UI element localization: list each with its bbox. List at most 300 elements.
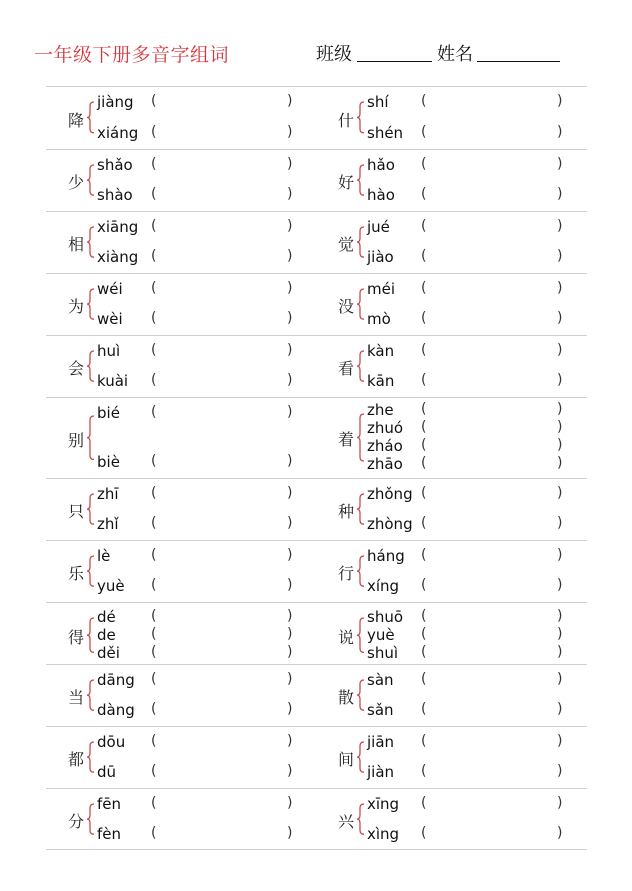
reading-entry [367, 219, 567, 235]
pinyin-label: hǎo [367, 156, 395, 174]
pinyin-label: lè [97, 547, 111, 565]
brace-icon [86, 164, 96, 196]
left-group [46, 274, 317, 335]
name-blank[interactable] [477, 61, 560, 62]
left-group [46, 87, 317, 149]
open-bracket: ( [421, 342, 427, 358]
close-bracket: ) [557, 124, 563, 140]
left-group [46, 336, 317, 397]
left-group [46, 789, 317, 849]
reading-entry [97, 609, 297, 625]
reading-entry [97, 249, 297, 265]
open-bracket: ( [151, 342, 157, 358]
pinyin-label: huì [97, 342, 121, 360]
open-bracket: ( [151, 156, 157, 172]
open-bracket: ( [421, 733, 427, 749]
close-bracket: ) [287, 453, 293, 469]
close-bracket: ) [557, 419, 563, 435]
reading-entry [97, 454, 297, 470]
open-bracket: ( [151, 453, 157, 469]
table-row [46, 602, 587, 664]
open-bracket: ( [151, 186, 157, 202]
open-bracket: ( [151, 310, 157, 326]
reading-entry [97, 125, 297, 141]
word-answer-blank[interactable] [161, 627, 285, 643]
close-bracket: ) [557, 342, 563, 358]
close-bracket: ) [557, 280, 563, 296]
word-answer-blank[interactable] [161, 405, 285, 421]
word-answer-blank[interactable] [431, 516, 555, 532]
open-bracket: ( [151, 733, 157, 749]
reading-entry [97, 627, 297, 643]
close-bracket: ) [287, 93, 293, 109]
close-bracket: ) [287, 515, 293, 531]
polyphone-character: 兴 [338, 812, 355, 831]
pinyin-label: fēn [97, 795, 122, 813]
pinyin-label: dōu [97, 733, 126, 751]
word-answer-blank[interactable] [161, 796, 285, 812]
table-row [46, 273, 587, 335]
reading-entry [367, 249, 567, 265]
open-bracket: ( [151, 671, 157, 687]
close-bracket: ) [557, 515, 563, 531]
reading-entry [367, 125, 567, 141]
reading-entry [367, 402, 567, 418]
word-answer-blank[interactable] [161, 454, 285, 470]
word-answer-blank[interactable] [431, 438, 555, 454]
brace-icon [356, 555, 366, 587]
polyphone-character: 当 [68, 688, 85, 707]
reading-entry [97, 157, 297, 173]
close-bracket: ) [557, 186, 563, 202]
right-group [316, 150, 587, 211]
reading-entry [367, 486, 567, 502]
pinyin-label: xiáng [97, 124, 139, 142]
close-bracket: ) [557, 577, 563, 593]
reading-entry [367, 187, 567, 203]
reading-entry [367, 420, 567, 436]
word-answer-blank[interactable] [161, 249, 285, 265]
word-answer-blank[interactable] [431, 627, 555, 643]
pinyin-label: jué [367, 218, 390, 236]
close-bracket: ) [557, 763, 563, 779]
pinyin-label: yuè [97, 577, 125, 595]
pinyin-label: shén [367, 124, 404, 142]
word-answer-blank[interactable] [431, 826, 555, 842]
open-bracket: ( [151, 280, 157, 296]
word-answer-blank[interactable] [161, 702, 285, 718]
reading-entry [97, 405, 297, 421]
pinyin-label: wéi [97, 280, 123, 298]
table-row [46, 211, 587, 273]
open-bracket: ( [151, 372, 157, 388]
pinyin-label: děi [97, 644, 120, 662]
word-answer-blank[interactable] [161, 157, 285, 173]
pinyin-label: zhī [97, 485, 119, 503]
close-bracket: ) [557, 608, 563, 624]
close-bracket: ) [557, 310, 563, 326]
brace-icon [86, 803, 96, 835]
close-bracket: ) [287, 644, 293, 660]
word-answer-blank[interactable] [431, 125, 555, 141]
reading-entry [367, 311, 567, 327]
open-bracket: ( [421, 310, 427, 326]
table-row [46, 726, 587, 788]
right-group [316, 336, 587, 397]
open-bracket: ( [421, 419, 427, 435]
word-answer-blank[interactable] [431, 402, 555, 418]
polyphone-character: 没 [338, 297, 355, 316]
table-row [46, 149, 587, 211]
class-label: 班级 [316, 44, 352, 65]
pinyin-label: dàng [97, 701, 135, 719]
reading-entry [367, 438, 567, 454]
pinyin-label: méi [367, 280, 396, 298]
word-answer-blank[interactable] [161, 343, 285, 359]
word-answer-blank[interactable] [161, 672, 285, 688]
open-bracket: ( [421, 644, 427, 660]
reading-entry [367, 343, 567, 359]
brace-icon [86, 555, 96, 587]
word-answer-blank[interactable] [431, 645, 555, 661]
polyphone-character: 乐 [68, 564, 85, 583]
close-bracket: ) [287, 485, 293, 501]
reading-entry [367, 157, 567, 173]
word-answer-blank[interactable] [161, 373, 285, 389]
brace-icon [356, 741, 366, 773]
table-row [46, 788, 587, 850]
reading-entry [97, 486, 297, 502]
close-bracket: ) [557, 547, 563, 563]
left-group [46, 150, 317, 211]
pinyin-label: zhǒng [367, 485, 413, 503]
word-answer-blank[interactable] [161, 609, 285, 625]
word-answer-blank[interactable] [431, 281, 555, 297]
open-bracket: ( [421, 455, 427, 471]
pinyin-label: kuài [97, 372, 129, 390]
word-answer-blank[interactable] [161, 311, 285, 327]
word-answer-blank[interactable] [161, 219, 285, 235]
close-bracket: ) [287, 218, 293, 234]
word-answer-blank[interactable] [431, 420, 555, 436]
word-answer-blank[interactable] [431, 764, 555, 780]
word-answer-blank[interactable] [161, 578, 285, 594]
open-bracket: ( [421, 437, 427, 453]
reading-entry [97, 764, 297, 780]
right-group [316, 479, 587, 540]
reading-entry [367, 627, 567, 643]
polyphone-character: 说 [338, 628, 355, 647]
pinyin-label: wèi [97, 310, 123, 328]
brace-icon [356, 164, 366, 196]
brace-icon [86, 226, 96, 258]
word-answer-blank[interactable] [161, 516, 285, 532]
close-bracket: ) [287, 404, 293, 420]
reading-entry [367, 734, 567, 750]
close-bracket: ) [557, 455, 563, 471]
polyphone-character: 好 [338, 173, 355, 192]
pinyin-label: shuō [367, 608, 404, 626]
word-answer-blank[interactable] [431, 672, 555, 688]
close-bracket: ) [287, 763, 293, 779]
brace-icon [356, 226, 366, 258]
pinyin-label: kān [367, 372, 395, 390]
word-answer-blank[interactable] [161, 281, 285, 297]
word-answer-blank[interactable] [161, 486, 285, 502]
reading-entry [367, 609, 567, 625]
reading-entry [367, 578, 567, 594]
word-answer-blank[interactable] [431, 187, 555, 203]
close-bracket: ) [287, 248, 293, 264]
reading-entry [367, 826, 567, 842]
open-bracket: ( [151, 626, 157, 642]
class-blank[interactable] [357, 61, 432, 62]
reading-entry [97, 311, 297, 327]
brace-icon [356, 101, 366, 134]
word-answer-blank[interactable] [431, 702, 555, 718]
open-bracket: ( [151, 93, 157, 109]
word-answer-blank[interactable] [431, 609, 555, 625]
close-bracket: ) [287, 547, 293, 563]
word-answer-blank[interactable] [431, 373, 555, 389]
open-bracket: ( [151, 485, 157, 501]
open-bracket: ( [421, 248, 427, 264]
word-answer-blank[interactable] [431, 486, 555, 502]
open-bracket: ( [421, 372, 427, 388]
word-answer-blank[interactable] [161, 764, 285, 780]
polyphone-character: 降 [68, 110, 85, 130]
open-bracket: ( [421, 218, 427, 234]
word-answer-blank[interactable] [431, 249, 555, 265]
word-answer-blank[interactable] [161, 826, 285, 842]
polyphone-character: 种 [338, 502, 355, 521]
close-bracket: ) [557, 401, 563, 417]
close-bracket: ) [287, 577, 293, 593]
open-bracket: ( [151, 577, 157, 593]
pinyin-label: jiān [367, 733, 395, 751]
reading-entry [97, 343, 297, 359]
open-bracket: ( [151, 701, 157, 717]
reading-entry [97, 578, 297, 594]
pinyin-label: xiāng [97, 218, 139, 236]
left-group [46, 479, 317, 540]
polyphone-character: 看 [338, 359, 355, 378]
pinyin-label: fèn [97, 825, 122, 843]
pinyin-label: jiàn [367, 763, 395, 781]
brace-icon [86, 617, 96, 653]
reading-entry [367, 645, 567, 661]
reading-entry [367, 94, 567, 110]
polyphone-character: 会 [68, 359, 85, 378]
word-answer-blank[interactable] [431, 311, 555, 327]
reading-entry [97, 734, 297, 750]
word-answer-blank[interactable] [431, 796, 555, 812]
close-bracket: ) [557, 626, 563, 642]
reading-entry [97, 796, 297, 812]
polyphone-character: 为 [68, 297, 85, 316]
right-group [316, 274, 587, 335]
word-answer-blank[interactable] [161, 125, 285, 141]
word-answer-blank[interactable] [431, 456, 555, 472]
pinyin-label: xíng [367, 577, 400, 595]
word-answer-blank[interactable] [161, 734, 285, 750]
pinyin-label: xiàng [97, 248, 139, 266]
left-group [46, 398, 317, 478]
pinyin-label: yuè [367, 626, 395, 644]
pinyin-label: dé [97, 608, 116, 626]
left-group [46, 541, 317, 602]
word-answer-blank[interactable] [431, 219, 555, 235]
open-bracket: ( [151, 763, 157, 779]
brace-icon [356, 413, 366, 462]
pinyin-label: kàn [367, 342, 395, 360]
table-row [46, 397, 587, 478]
reading-entry [367, 373, 567, 389]
pinyin-label: sàn [367, 671, 394, 689]
pinyin-label: xìng [367, 825, 400, 843]
open-bracket: ( [151, 515, 157, 531]
word-answer-blank[interactable] [431, 734, 555, 750]
open-bracket: ( [421, 577, 427, 593]
reading-entry [97, 548, 297, 564]
close-bracket: ) [557, 644, 563, 660]
brace-icon [356, 350, 366, 382]
open-bracket: ( [151, 404, 157, 420]
left-group [46, 212, 317, 273]
open-bracket: ( [151, 248, 157, 264]
reading-entry [97, 281, 297, 297]
brace-icon [356, 493, 366, 525]
polyphone-character: 觉 [338, 235, 355, 254]
pinyin-label: shí [367, 93, 389, 111]
close-bracket: ) [287, 372, 293, 388]
word-answer-blank[interactable] [161, 548, 285, 564]
pinyin-label: zhuó [367, 419, 404, 437]
brace-icon [356, 679, 366, 711]
pinyin-label: biè [97, 453, 120, 471]
pinyin-label: bié [97, 404, 120, 422]
polyphone-character: 得 [68, 628, 85, 647]
close-bracket: ) [287, 733, 293, 749]
word-answer-blank[interactable] [431, 157, 555, 173]
reading-entry [367, 796, 567, 812]
close-bracket: ) [287, 186, 293, 202]
polyphone-character: 只 [68, 502, 85, 521]
pinyin-label: shào [97, 186, 133, 204]
pinyin-label: hào [367, 186, 395, 204]
open-bracket: ( [151, 608, 157, 624]
open-bracket: ( [421, 156, 427, 172]
word-answer-blank[interactable] [431, 94, 555, 110]
pinyin-label: zhòng [367, 515, 413, 533]
right-group [316, 398, 587, 478]
brace-icon [86, 741, 96, 773]
reading-entry [97, 373, 297, 389]
open-bracket: ( [151, 795, 157, 811]
reading-entry [97, 516, 297, 532]
close-bracket: ) [557, 733, 563, 749]
reading-entry [97, 672, 297, 688]
open-bracket: ( [421, 671, 427, 687]
polyphone-character: 什 [338, 110, 355, 130]
open-bracket: ( [421, 825, 427, 841]
brace-icon [86, 101, 96, 134]
pinyin-label: xīng [367, 795, 400, 813]
polyphone-table [46, 86, 587, 850]
close-bracket: ) [287, 671, 293, 687]
brace-icon [86, 288, 96, 320]
reading-entry [367, 281, 567, 297]
reading-entry [367, 548, 567, 564]
table-row [46, 540, 587, 602]
close-bracket: ) [557, 156, 563, 172]
close-bracket: ) [287, 124, 293, 140]
polyphone-character: 少 [68, 173, 85, 192]
open-bracket: ( [151, 547, 157, 563]
reading-entry [97, 645, 297, 661]
reading-entry [97, 187, 297, 203]
pinyin-label: zhǐ [97, 515, 119, 533]
left-group [46, 603, 317, 664]
pinyin-label: shǎo [97, 156, 133, 174]
word-answer-blank[interactable] [431, 343, 555, 359]
close-bracket: ) [557, 218, 563, 234]
close-bracket: ) [287, 310, 293, 326]
reading-entry [97, 826, 297, 842]
open-bracket: ( [421, 701, 427, 717]
brace-icon [86, 415, 96, 461]
close-bracket: ) [557, 372, 563, 388]
pinyin-label: zháo [367, 437, 403, 455]
polyphone-character: 行 [338, 564, 355, 583]
open-bracket: ( [151, 825, 157, 841]
table-row [46, 86, 587, 149]
reading-entry [367, 672, 567, 688]
open-bracket: ( [421, 763, 427, 779]
reading-entry [367, 456, 567, 472]
open-bracket: ( [421, 93, 427, 109]
right-group [316, 541, 587, 602]
word-answer-blank[interactable] [161, 645, 285, 661]
pinyin-label: de [97, 626, 116, 644]
word-answer-blank[interactable] [431, 548, 555, 564]
close-bracket: ) [287, 825, 293, 841]
pinyin-label: sǎn [367, 701, 394, 719]
open-bracket: ( [151, 644, 157, 660]
open-bracket: ( [421, 186, 427, 202]
pinyin-label: zhe [367, 401, 394, 419]
right-group [316, 665, 587, 726]
word-answer-blank[interactable] [161, 187, 285, 203]
open-bracket: ( [421, 795, 427, 811]
right-group [316, 789, 587, 849]
close-bracket: ) [287, 795, 293, 811]
open-bracket: ( [151, 218, 157, 234]
brace-icon [86, 679, 96, 711]
polyphone-character: 间 [338, 750, 355, 769]
pinyin-label: mò [367, 310, 391, 328]
polyphone-character: 散 [338, 688, 355, 707]
pinyin-label: zhāo [367, 455, 403, 473]
word-answer-blank[interactable] [161, 94, 285, 110]
close-bracket: ) [557, 671, 563, 687]
open-bracket: ( [421, 401, 427, 417]
worksheet-title: 一年级下册多音字组词 [34, 44, 230, 66]
close-bracket: ) [557, 93, 563, 109]
close-bracket: ) [557, 248, 563, 264]
word-answer-blank[interactable] [431, 578, 555, 594]
right-group [316, 603, 587, 664]
